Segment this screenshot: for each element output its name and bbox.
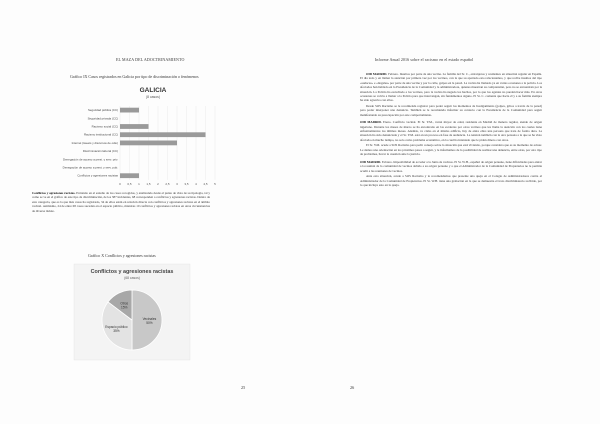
category-label: Racismo institucional (CC) (83, 132, 118, 137)
x-tick-label: 1 (138, 181, 140, 186)
x-tick-label: 1,5 (146, 181, 151, 186)
paragraph-lead-bold: OID MADRID. (360, 120, 382, 125)
bar (120, 173, 139, 178)
running-head-right: Informe Anual 2016 sobre el racismo en el estado español (375, 57, 474, 62)
category-label: Seguridad privada (CC) (87, 116, 118, 121)
paragraph-text: El Sr. Y.M. acude a SOS Racismo para pedir consejo sobre la situación que está viviendo, porque considera que es su momento de actuar. Le damos una orientación en los próximos pasos a seguir, y le informamos de la posibilidad de realizar una denuncia, entre otras, por otro tipo de problemas, llevar la cuestión ante la justicia. (360, 143, 542, 157)
pie-slice-label: Vecinales (142, 317, 157, 321)
x-tick-label: 0,5 (127, 181, 132, 186)
x-tick-label: 3,5 (184, 181, 189, 186)
paragraph-lead-bold: OID MADRID. (360, 159, 382, 164)
body-lead-bold: Conflictos y agresiones racistas. (32, 191, 76, 195)
pie-subtitle: (68 casos) (124, 276, 140, 280)
x-tick-label: 3 (176, 181, 178, 186)
bar (120, 141, 177, 146)
paragraph-text: Ante esta situación, acude a SOS Racismo y le recomendamos que presente una queja en el Colegio de Administradores contra el Administrador de la Comunidad de Propietarios. El Sr. W.H. tiene una grabación en la que se demuestra el trato discriminatorio recibido, por lo que incluye esto en la queja. (360, 174, 542, 187)
chart-subtitle: (8 casos) (146, 95, 160, 99)
right-body-text (360, 72, 542, 189)
pie-slice-percent: 50% (146, 321, 153, 325)
body-paragraph (360, 143, 542, 156)
category-label: Denegación de acceso a prest. y serv. priv. (62, 157, 118, 162)
category-label: Conflictos y agresiones racistas (77, 173, 118, 178)
bar (120, 124, 149, 129)
x-tick-labels (119, 182, 216, 186)
x-tick-label: 4,5 (203, 181, 208, 186)
category-label: Internet (tweets y discursos de odio) (71, 140, 118, 145)
pie-slice-label: Espacio público (105, 324, 128, 329)
body-paragraph (360, 72, 542, 103)
x-tick-label: 4 (195, 181, 197, 186)
left-body-text (32, 191, 210, 214)
running-head-left: EL MAZA DEL ADOCTRINAMIENTO (116, 57, 185, 62)
bar-chart-galicia (55, 82, 225, 190)
figure-caption-1: Gráfico IX Casos registrados en Galicia por tipo de discriminación o fenómenos (70, 74, 199, 79)
page-number-left: 25 (241, 385, 246, 390)
paragraph-text: Febrero. Imposibilidad de acceder a la Junta de vecinos. El Sr. W.H., español de origen peruano, tiene dificultades para entrar a la reunión de la comunidad de vecinos debido a su origen peruano y a que el Administrador de la Comunidad de Propietarios no le permite acudir a las reuniones de vecinos. (360, 159, 542, 173)
category-label: Racismo social (CC) (91, 124, 118, 129)
paragraph-text: Desde SOS Racismo se le recomienda registrar para poder seguir los momentos de hostigamiento (golpes, gritos a través de la pared) para poder interponer una denuncia. También se le recomienda informar su contacto con la Presidencia de la Comunidad para seguir manifestando su preocupación por este comportamiento. (360, 104, 542, 117)
bar-series (120, 108, 206, 178)
paragraph-text: Enero. Conflicto vecinal. El Sr. Y.M., varón mayor de edad, residente en Madrid de manera regular, siendo de origen nigeriano. Durante los meses de marzo se ha encontrado en las escaleras por otros vecinos que les llama la atención con los cuales tiene enfrentamientos los últimos meses. Además, ve cómo en el mismo edificio, hay de entre ellos una persona que trata de forma dura. La situación ha sido denunciada y el Sr. Y.M. está en un proceso en fase de audiencia. La tensión también con la otra persona a la que se ha visto afectada en mucho tiempo, no solo como problema económico, en la cual ha intentado que le pidan dinero con otros. (360, 120, 543, 142)
body-paragraph (360, 174, 542, 187)
chart-title: GALICIA (139, 87, 167, 94)
bar (120, 132, 206, 137)
pie-slice-percent: 35% (113, 328, 120, 333)
x-tick-label: 2 (157, 181, 159, 186)
bar (120, 108, 139, 113)
right-page (300, 0, 600, 424)
pie-title: Conflictos y agresiones racistas (90, 269, 174, 275)
category-label: Discriminación laboral (CC) (82, 149, 118, 154)
figure-caption-2: Gráfico X Conflictos y agresiones racistas (88, 253, 156, 258)
body-paragraph (360, 160, 542, 173)
paragraph-lead-bold: OID MADRID. (366, 72, 388, 76)
pie-slice-label: Otros (120, 301, 129, 306)
body-paragraph (32, 191, 210, 213)
pie-slice-percent: 15% (121, 305, 128, 310)
category-labels (63, 108, 119, 178)
body-paragraph (360, 104, 542, 117)
pie-chart-conflictos (72, 262, 192, 362)
category-label: Seguridad pública (CC) (87, 108, 118, 113)
page-number-right: 26 (350, 385, 355, 390)
paragraph-text: Febrero. Insultos por parte de una vecina. La familia del Sr. C., extranjeros y residentes en situación regular en España. El día todo y en llamar la atención por primera vez por los vecinos, con la que su apartado esto relacionamos, y que recibe insultos del tipo «sudacas» e «ilegales» por parte de una vecina y por la calle, golpes en la pared. La vecina ha llamado ya en varias ocasiones a la policía. Los afectados han hablado en la Presidencia de la Comunidad y la administradora, quienes muestran su comprensión, pero no se encuentran por la situación. La Policía ha escuchado a los vecinos, pero la vecina ha negado los hechos, por lo que los agentes no pueden hacer más. En otras ocasiones se volvía a llamar a la Policía para que intervengan, sin fundamentos alguno. El Sr. C. comenta que hacia él y a su familia siempre ha sido agresiva con ellos. (360, 72, 542, 103)
x-tick-label: 2,5 (165, 181, 170, 186)
body-paragraph (360, 120, 542, 142)
body-paragraph-text: Entrando en el estudio de los casos recogidos, y analizando desde el punto de vista de su tipología, tal y como se ve en el gráfico de este tipo de discriminación, de los 387 incidentes, 68 corresponden a conflictos y agresiones racistas. Dentro de esta categoría, que es la que más casos ha registrado, 34 de ellos están en relación directa con conflictos y agresiones racistas en el ámbito vecinal. Asimismo, 24 de entre 68 casos suceden en el espacio público, mientras 10 conflictos y agresiones racistas en otras circunstancias de diversa índole. (32, 191, 210, 213)
x-tick-label: 5 (214, 181, 216, 186)
x-tick-label: 0 (119, 181, 121, 186)
category-label: Denegación de acceso a prest. y serv. pub. (62, 165, 118, 170)
